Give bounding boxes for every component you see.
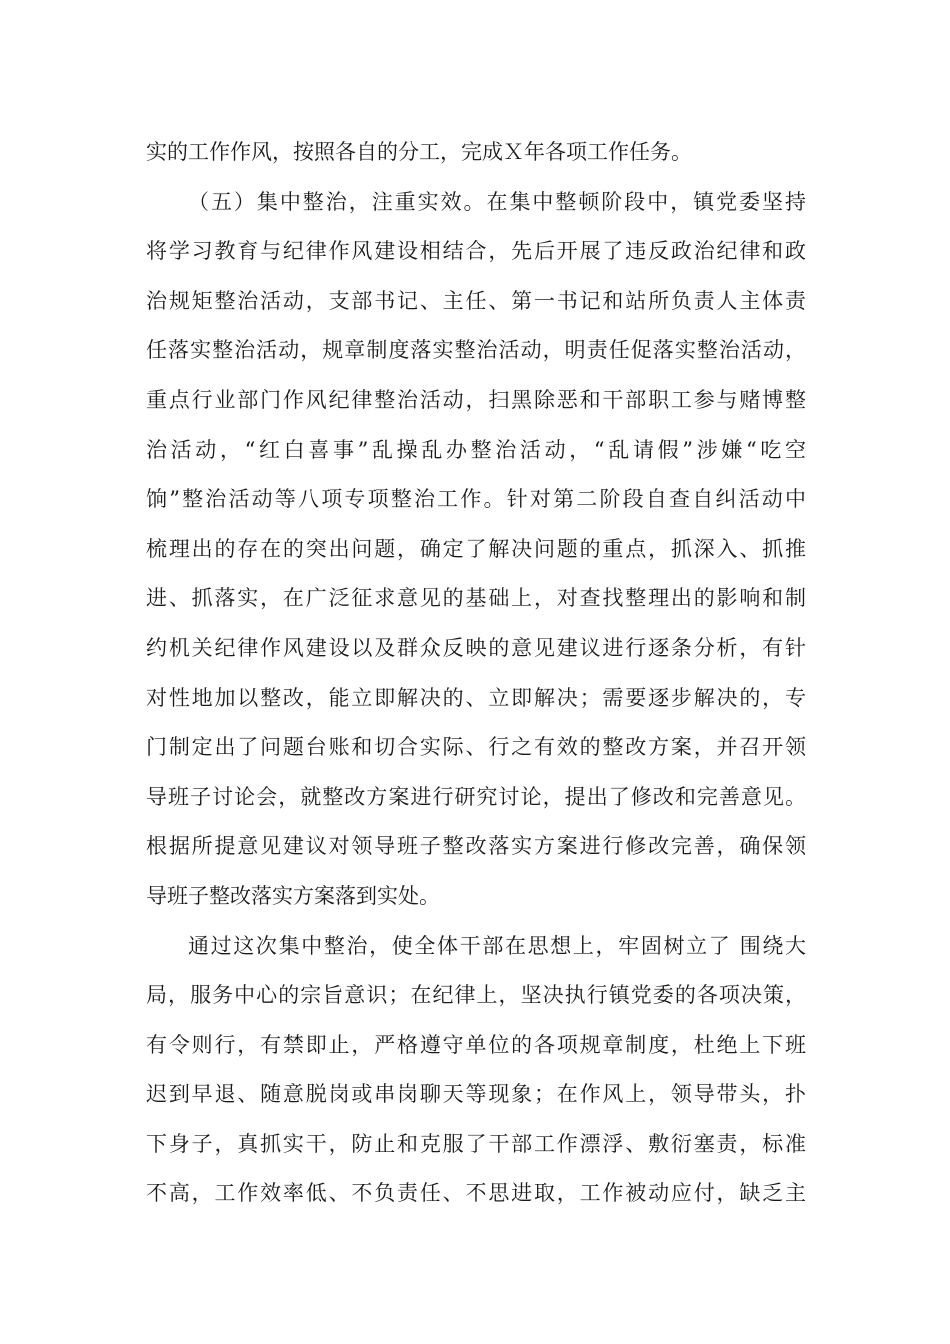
text-line: 将学习教育与纪律作风建设相结合，先后开展了违反政治纪律和政 (146, 239, 806, 264)
text-line: 实的工作作风，按照各自的分工，完成Ｘ年各项工作任务。 (146, 140, 692, 164)
text-line: 迟到早退、随意脱岗或串岗聊天等现象；在作风上，领导带头，扑 (146, 1082, 806, 1107)
paragraph-first-line: 通过这次集中整治，使全体干部在思想上，牢固树立了 围绕大 (188, 933, 806, 958)
text-line: 根据所提意见建议对领导班子整改落实方案进行修改完善，确保领 (146, 834, 806, 859)
text-line: 重点行业部门作风纪律整治活动，扫黑除恶和干部职工参与赌博整 (146, 387, 806, 412)
text-line: 不高，工作效率低、不负责任、不思进取，工作被动应付，缺乏主 (146, 1181, 806, 1206)
text-line: 治活动，“红白喜事”乱操乱办整治活动，“乱请假”涉嫌“吃空 (146, 437, 806, 462)
text-line: 导班子整改落实方案落到实处。 (146, 883, 440, 908)
text-line: 导班子讨论会，就整改方案进行研究讨论，提出了修改和完善意见。 (146, 784, 806, 809)
text-line: 饷”整治活动等八项专项整治工作。针对第二阶段自查自纠活动中 (146, 487, 806, 512)
text-line: 对性地加以整改，能立即解决的、立即解决；需要逐步解决的，专 (146, 685, 806, 710)
paragraph-first-line: （五）集中整治，注重实效。在集中整顿阶段中，镇党委坚持 (188, 189, 806, 214)
text-line: 进、抓落实，在广泛征求意见的基础上，对查找整理出的影响和制 (146, 586, 806, 611)
text-line: 任落实整治活动，规章制度落实整治活动，明责任促落实整治活动， (146, 338, 806, 363)
document-body (146, 128, 806, 1219)
text-line: 梳理出的存在的突出问题，确定了解决问题的重点，抓深入、抓推 (146, 536, 806, 561)
text-line: 下身子，真抓实干，防止和克服了干部工作漂浮、敷衍塞责，标准 (146, 1131, 806, 1156)
text-line: 有令则行，有禁即止，严格遵守单位的各项规章制度，杜绝上下班 (146, 1032, 806, 1057)
text-line: 局，服务中心的宗旨意识；在纪律上，坚决执行镇党委的各项决策， (146, 983, 806, 1008)
text-line: 约机关纪律作风建设以及群众反映的意见建议进行逐条分析，有针 (146, 635, 806, 660)
text-line: 门制定出了问题台账和切合实际、行之有效的整改方案，并召开领 (146, 735, 806, 760)
text-line: 治规矩整治活动，支部书记、主任、第一书记和站所负责人主体责 (146, 288, 806, 313)
